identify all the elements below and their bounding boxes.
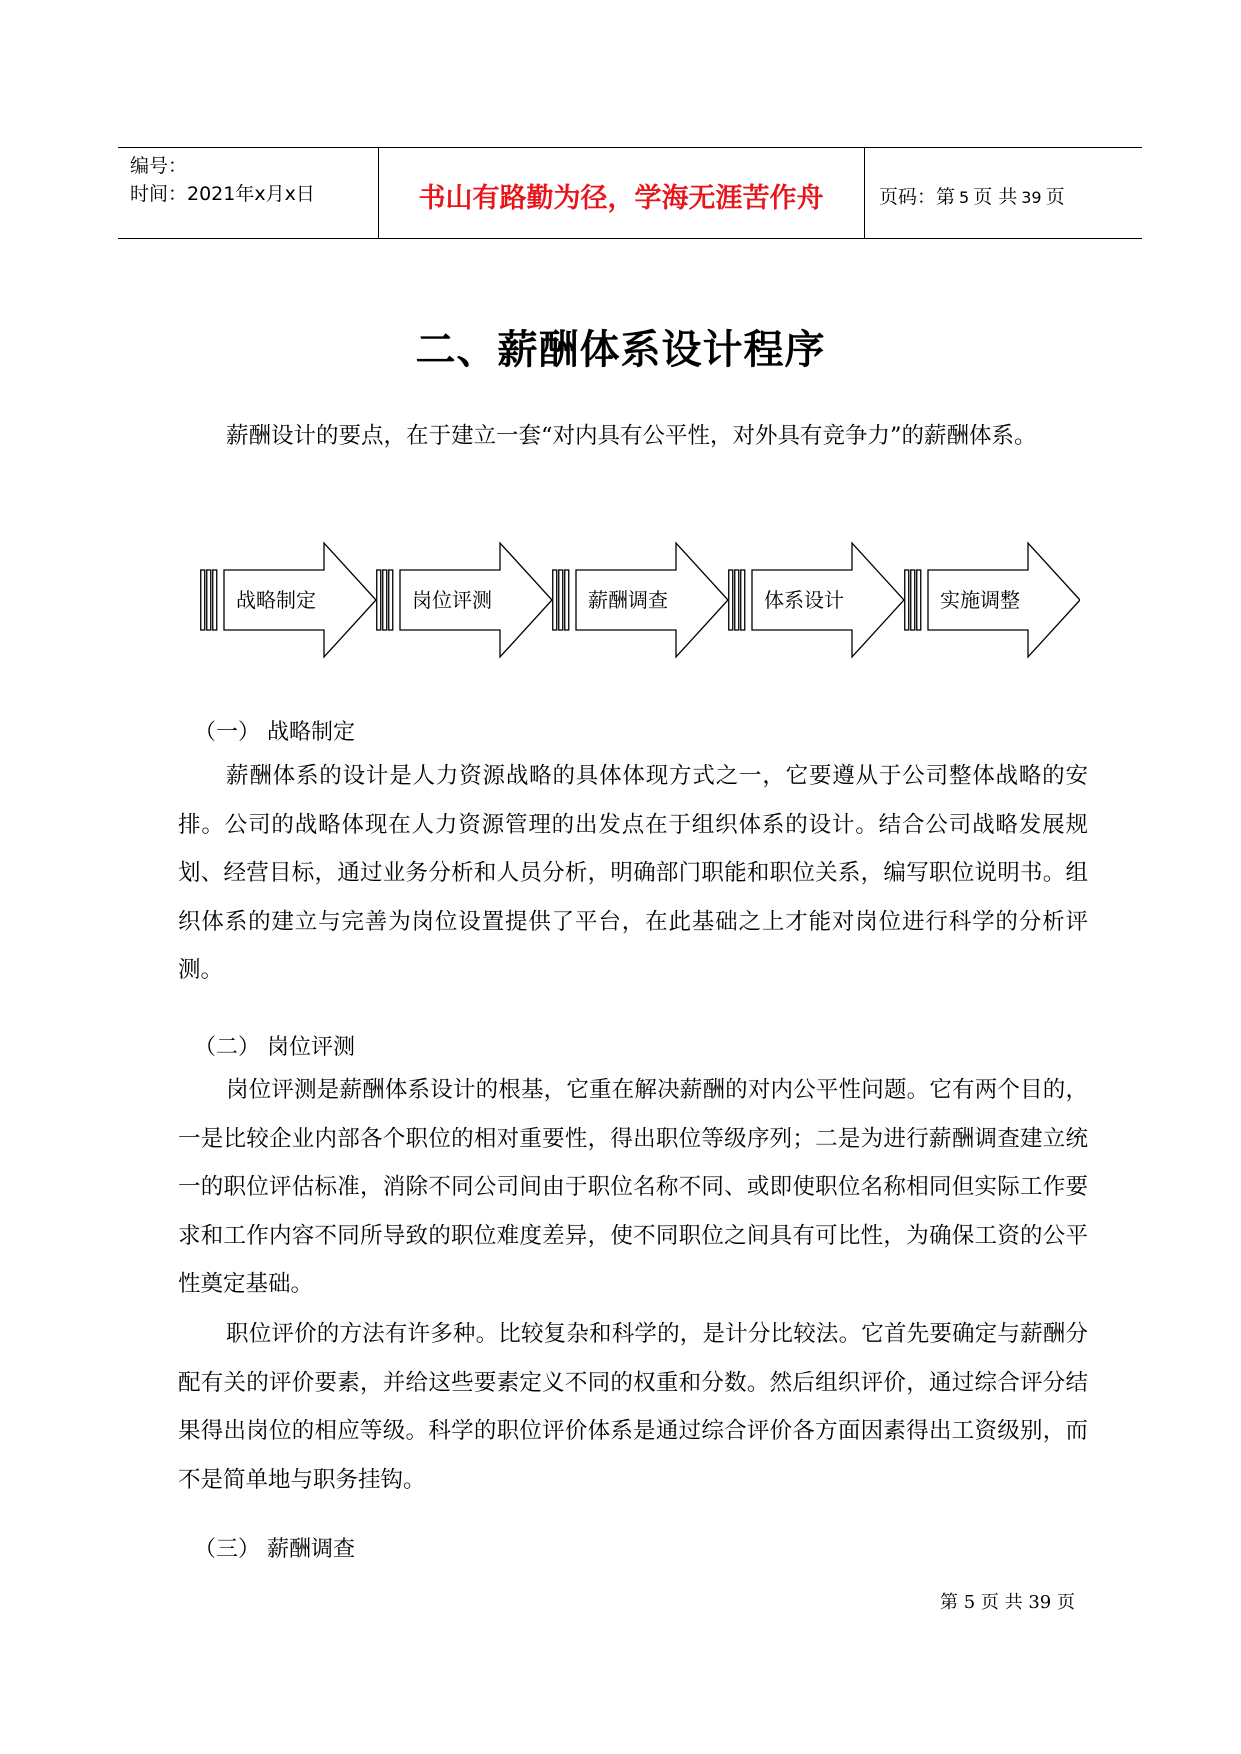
page-number: 5 [959,188,970,207]
flow-step-bar [213,570,217,630]
header-page-info [879,182,1065,209]
flow-step [201,543,376,657]
flow-step-label: 薪酬调查 [588,588,668,612]
page-prefix: 页码：第 [879,186,956,208]
section-paragraph-job-evaluation-2: 职位评价的方法有许多种。比较复杂和科学的，是计分比较法。它首先要确定与薪酬分配有关的评价要素，并给这些要素定义不同的权重和分数。然后组织评价，通过综合评分结果得出岗位的相应等级。科学的职位评价体系是通过综合评价各方面因素得出工资级别，而不是简单地与职务挂钩。 [178,1321,1088,1493]
flow-step-bar [917,570,921,630]
flow-step [729,543,904,657]
document-time-label: 时间：2021年x月x日 [130,183,315,205]
flow-step-bar [553,570,557,630]
flow-step-label: 体系设计 [764,588,844,612]
section-heading-strategy: （一） 战略制定 [194,720,355,745]
document-number-label: 编号： [130,155,188,177]
flow-step-bar [377,570,381,630]
flow-step-bar [559,570,563,630]
flow-step-bar [741,570,745,630]
section-paragraph-strategy: 薪酬体系的设计是人力资源战略的具体体现方式之一，它要遵从于公司整体战略的安排。公司的战略体现在人力资源管理的出发点在于组织体系的设计。结合公司战略发展规划、经营目标，通过业务分析和人员分析，明确部门职能和职位关系，编写职位说明书。组织体系的建立与完善为岗位设置提供了平台，在此基础之上才能对岗位进行科学的分析评测。 [178,763,1088,983]
flow-step-bar [565,570,569,630]
flow-step-label: 岗位评测 [412,588,492,612]
page-mid: 页 共 [973,186,1018,208]
flow-step [377,543,552,657]
page-footer: 第 5 页 共 39 页 [940,1592,1075,1613]
flow-step-bar [735,570,739,630]
flow-step [905,543,1080,657]
section-heading-job-evaluation: （二） 岗位评测 [194,1035,355,1060]
flow-step-bar [905,570,909,630]
flow-step-bar [383,570,387,630]
section-heading-salary-survey: （三） 薪酬调查 [194,1537,355,1562]
flow-step-label: 战略制定 [236,588,316,612]
header-motto: 书山有路勤为径，学海无涯苦作舟 [418,183,824,214]
flow-step-bar [207,570,211,630]
header-motto-cell [378,148,865,238]
header-page-cell [865,148,1142,238]
process-flow-diagram [200,540,1080,660]
flow-step-bar [729,570,733,630]
page-total: 39 [1021,188,1042,207]
page-suffix: 页 [1045,186,1065,208]
intro-paragraph: 薪酬设计的要点，在于建立一套“对内具有公平性，对外具有竞争力”的薪酬体系。 [226,423,1037,449]
flow-step-bar [201,570,205,630]
header-table [118,147,1142,239]
page-title: 二、薪酬体系设计程序 [415,327,826,373]
flow-step [553,543,728,657]
flow-step-bar [389,570,393,630]
flow-step-bar [911,570,915,630]
header-left-cell [118,148,379,238]
flow-step-label: 实施调整 [940,588,1020,612]
section-paragraph-job-evaluation-1: 岗位评测是薪酬体系设计的根基，它重在解决薪酬的对内公平性问题。它有两个目的，一是比较企业内部各个职位的相对重要性，得出职位等级序列；二是为进行薪酬调查建立统一的职位评估标准，消除不同公司间由于职位名称不同、或即使职位名称相同但实际工作要求和工作内容不同所导致的职位难度差异，使不同职位之间具有可比性，为确保工资的公平性奠定基础。 [178,1077,1088,1297]
